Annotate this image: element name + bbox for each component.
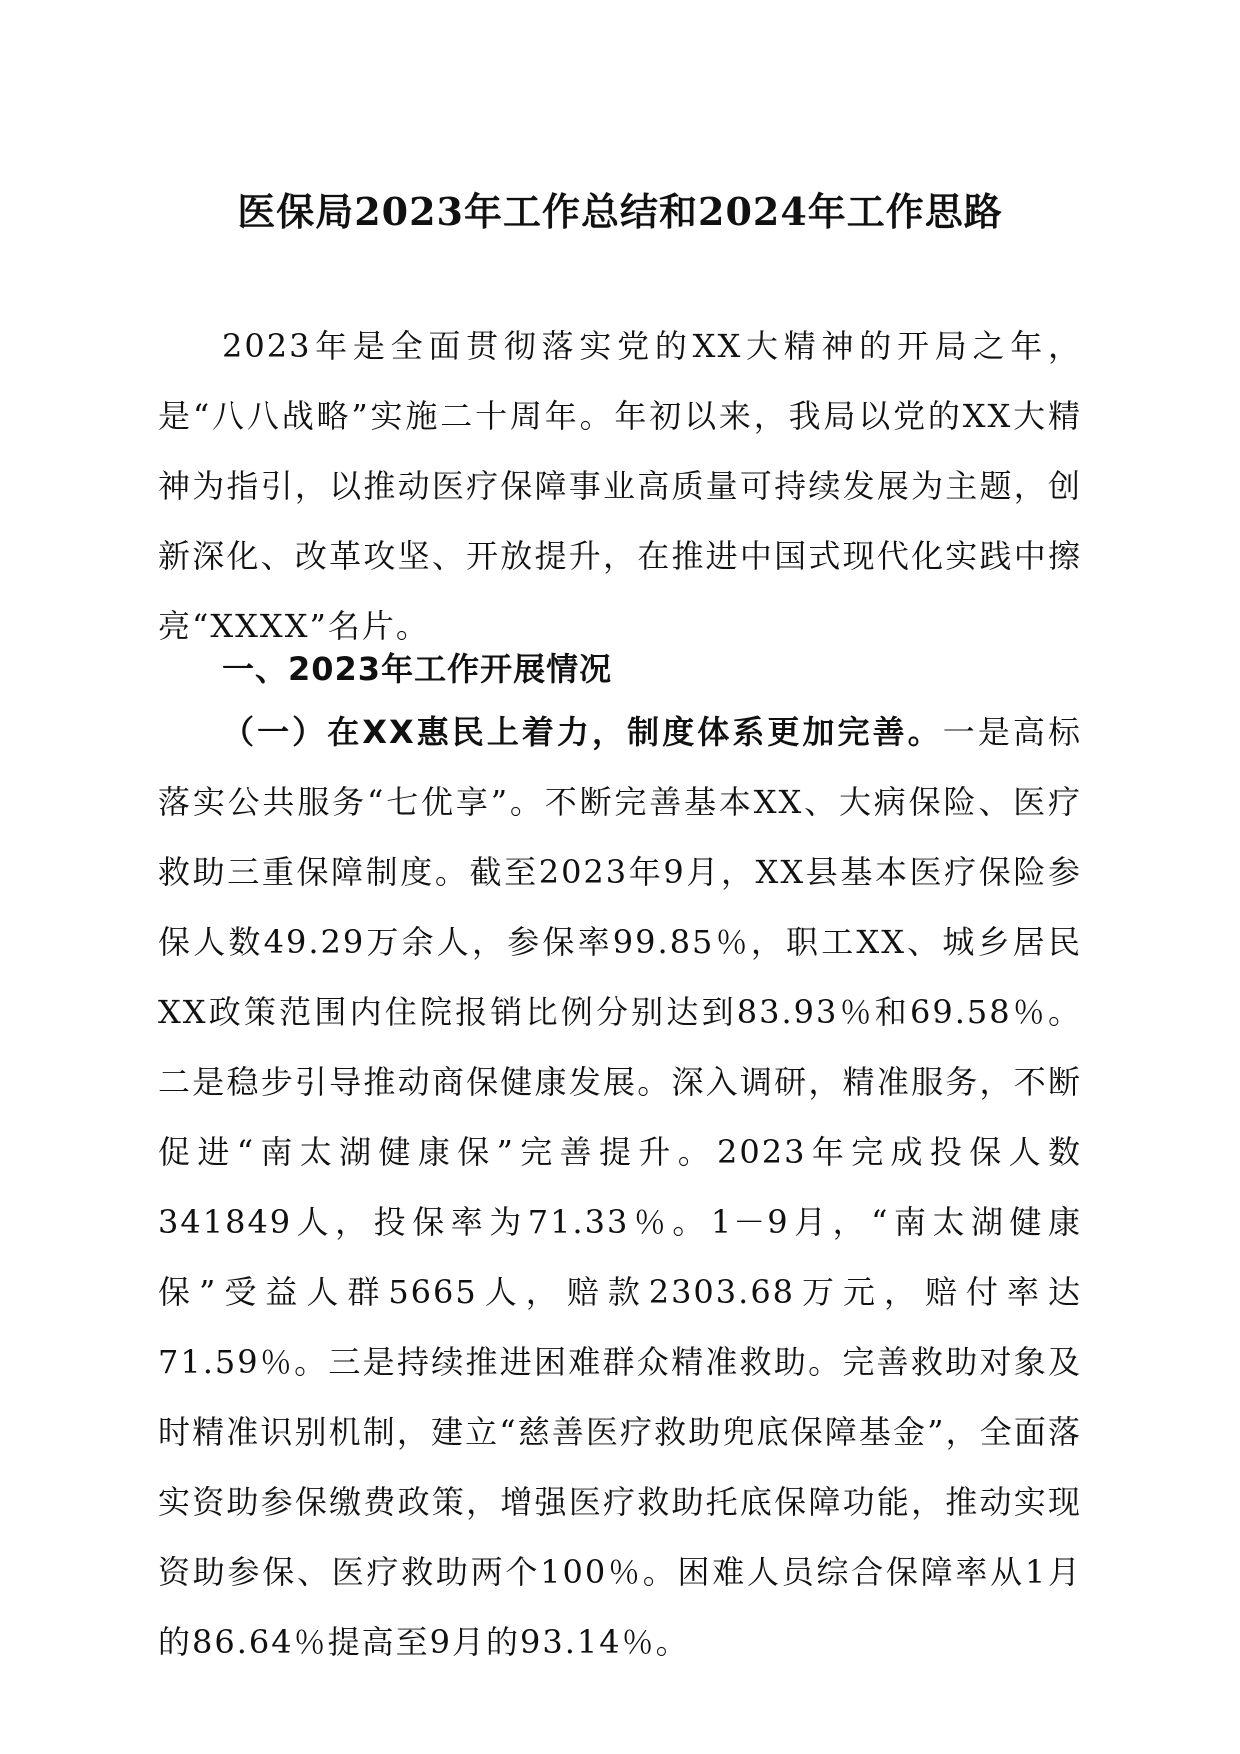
intro-paragraph: 2023年是全面贯彻落实党的XX大精神的开局之年，是“八八战略”实施二十周年。年初以来，我局以党的XX大精神为指引，以推动医疗保障事业高质量可持续发展为主题，创新深化、改革攻坚、开放提升，在推进中国式现代化实践中擦亮“XXXX”名片。 xyxy=(158,327,1082,645)
section-heading: 一、2023年工作开展情况 xyxy=(222,650,613,688)
subsection-heading: （一）在XX惠民上着力，制度体系更加完善。 xyxy=(222,713,943,751)
paragraph-text: 一是高标落实公共服务“七优享”。不断完善基本XX、大病保险、医疗救助三重保障制度。截至2023年9月，XX县基本医疗保险参保人数49.29万余人，参保率99.85％，职工XX、城乡居民XX政策范围内住院报销比例分别达到83.93％和69.58％。二是稳步引导推动商保健康发展。深入调研，精准服务，不断促进“南太湖健康保”完善提升。2023年完成投保人数341849人，投保率为71.33％。1－9月，“南太湖健康保”受益人群5665人，赔款2303.68万元，赔付率达71.59％。三是持续推进困难群众精准救助。完善救助对象及时精准识别机制，建立“慈善医疗救助兜底保障基金”，全面落实资助参保缴费政策，增强医疗救助托底保障功能，推动实现资助参保、医疗救助两个100％。困难人员综合保障率从1月的86.64％提高至9月的93.14％。 xyxy=(158,713,1082,1661)
section-1-paragraph-1 xyxy=(158,697,1082,1677)
document-title: 医保局2023年工作总结和2024年工作思路 xyxy=(237,189,1003,234)
